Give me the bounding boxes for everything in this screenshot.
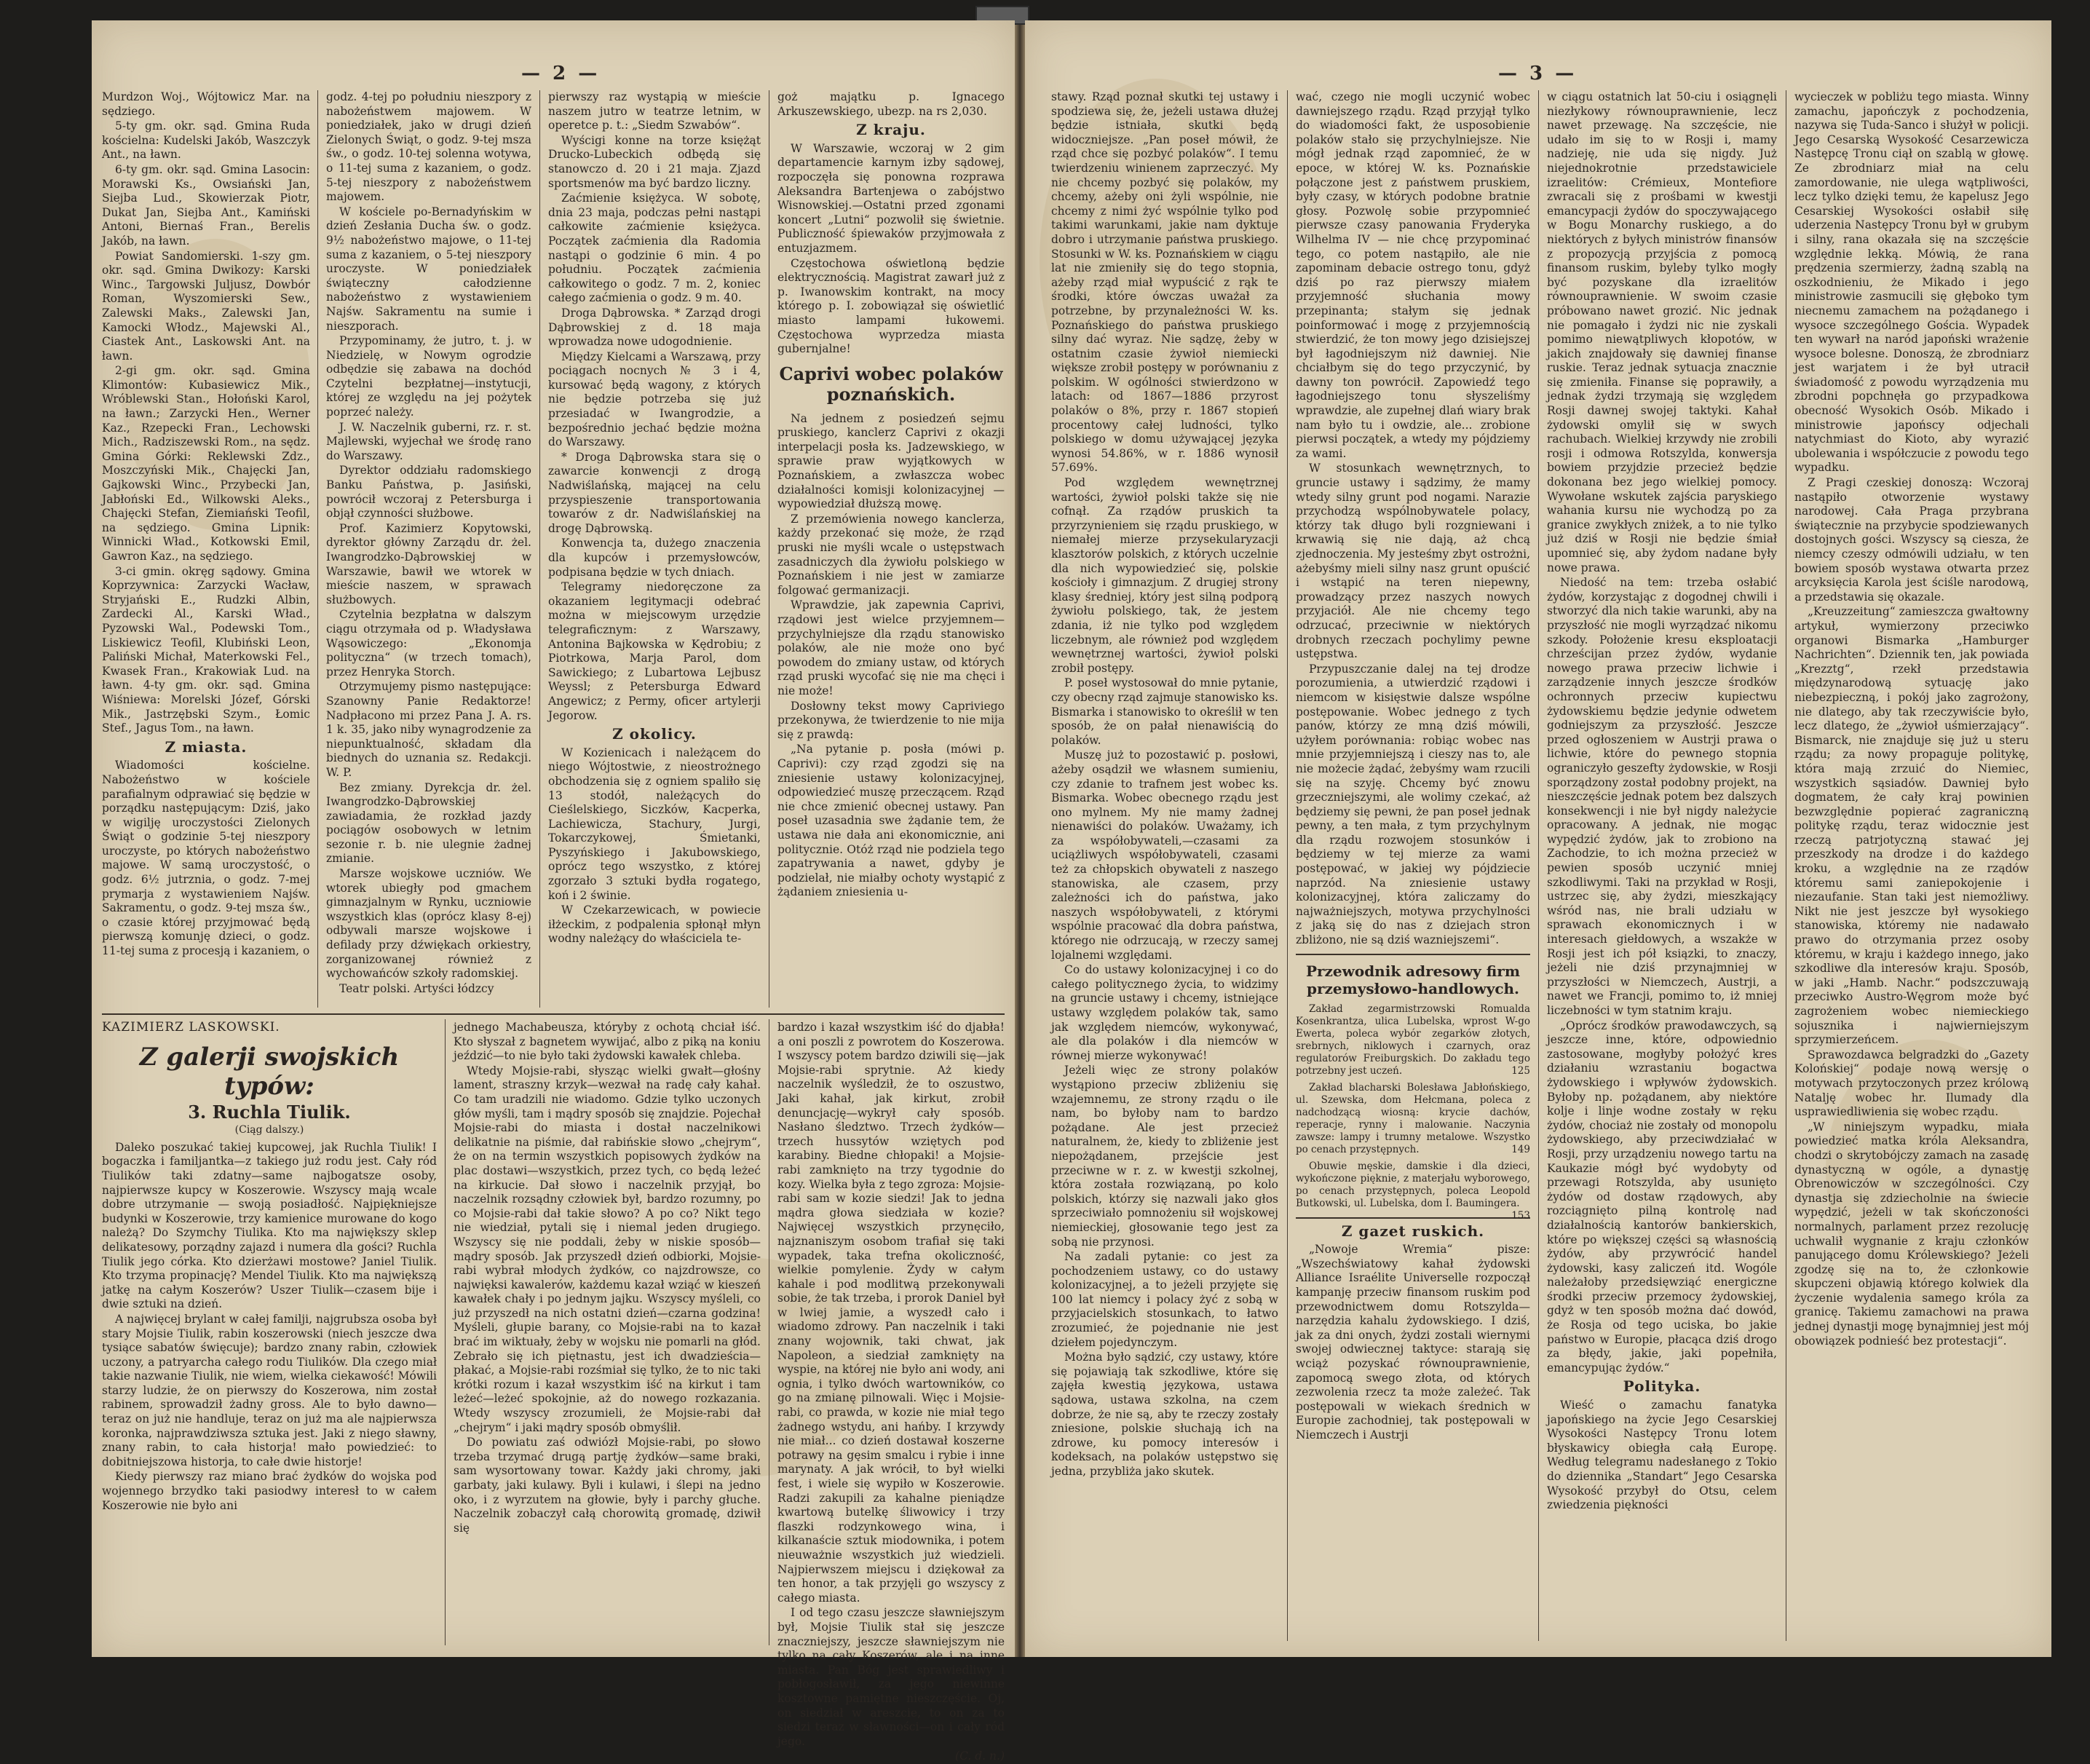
paragraph: Otrzymujemy pismo następujące: Szanowny Panie Redaktorze! Nadpłacono mi przez Pana J. A. rs. 1 k. 35, jako niby wynagrodzenie za niepunktualność, składam dla biednych do uznania sz. Redakcji. W. P. <box>326 680 531 779</box>
paragraph: Droga Dąbrowska. * Zarząd drogi Dąbrowskiej z d. 18 maja wprowadza nowe udogodnienie. <box>548 306 761 349</box>
paragraph: J. W. Naczelnik guberni, rz. r. st. Majlewski, wyjechał we środę rano do Warszawy. <box>326 420 531 462</box>
paragraph: W Czekarzewicach, w powiecie iłżeckim, z podpalenia spłonął młyn wodny należący do właściciela te- <box>548 903 761 946</box>
paragraph: Przypuszczanie dalej na tej drodze porozumienia, a utwierdzić rządowi i niemcom w kisięstwie dalsze wspólne postępowanie. Wobec jednego z tych panów, którzy ze mną dziś mówili, użyłem porównania: robiąc wobec nas mnie przyjemniejszą i cieszy nas to, ale nie możecie żądać, żebyśmy wam rzucili się na szyję. Chcemy być znowu grzeczniejszymi, ale wolimy czekać, aż będziemy się pewni, że pan poseł jednak pewny, a ten mała, z tym przychylnym dla rządu rozwojem stosunków i będziemy w tej mierze za wami postępować, w jakiej wy pójdziecie naprzód. Na zniesienie ustawy kolonizacyjnej, która zaliczamy do najważniejszych, motywa przychylności z jaką się do nas z dziejach stron zbliżono, nie są dziś wazniejszemi“. <box>1296 662 1530 947</box>
feuilleton-subtitle: 3. Ruchla Tiulik. <box>188 1101 351 1123</box>
paragraph: P. poseł wystosował do mnie pytanie, czy obecny rząd zajmuje stanowisko ks. Bismarka i stanowisko to określił w ten sposób, że on pałał nienawiścią do polaków. <box>1051 676 1278 747</box>
column-1 <box>102 90 310 1009</box>
paragraph: Muszę już to pozostawić p. posłowi, ażeby osądził we własnem sumieniu, czy zdanie to trafnem jest wobec ks. Bismarka. Wobec obecnego rządu jest ono mylnem. My nie mamy żadnej nienawiści do polaków. Uważamy, ich za współobywateli,—czasami za uciążliwych współobywateli, czasami też za chłopskich obywateli z naszego stanowiska, ale czasem, przy zależności ich do państwa, jako naszych współobywateli, z którymi wspólnie pracować dla dobra państwa, którego nie odrzucają, w rzeczy samej lojalnemi względami. <box>1051 748 1278 962</box>
paragraph: Bez zmiany. Dyrekcja dr. żel. Iwangrodzko-Dąbrowskiej zawiadamia, że rozkład jazdy pociągów osobowych w letnim sezonie r. b. nie ulegnie żadnej zmianie. <box>326 780 531 866</box>
paragraph: Prof. Kazimierz Kopytowski, dyrektor główny Zarządu dr. żel. Iwangrodzko-Dąbrowskiej w Warszawie, bawił we wtorek w mieście naszem, w sprawach służbowych. <box>326 521 531 606</box>
column-2 <box>1296 90 1530 1641</box>
paragraph: Dosłowny tekst mowy Capriviego przekonywa, że twierdzenie to nie mija się z prawdą: <box>777 699 1005 741</box>
newspaper-page-2 <box>92 20 1015 1763</box>
ad-item <box>1296 1003 1530 1077</box>
feuilleton-title: Z galerji swojskich typów: <box>139 1042 400 1101</box>
paragraph: Zaćmienie księżyca. W sobotę, dnia 23 maja, podczas pełni nastąpi całkowite zaćmienie księżyca. Początek zaćmienia dla Radomia nastąpi o godzinie 6 min. 4 po południu. Początek zaćmienia całkowitego o godz. 7 m. 2, koniec całego zaćmienia o godz. 9 m. 40. <box>548 191 761 305</box>
paragraph: goż majątku p. Ignacego Arkuszewskiego, ubezp. na rs 2,030. <box>777 90 1005 118</box>
address-directory-title: Przewodnik adresowy firm przemysłowo-handlowych. <box>1305 962 1520 997</box>
column-3 <box>548 90 761 1009</box>
paragraph: Niedość na tem: trzeba osłabić żydów, korzystając z dogodnej chwili i stworzyć dla nich takie warunki, aby na przyszłość nie mogli wyrządzać nikomu szkody. Położenie kresu eksploatacji chrześcijan przez żydów, wydanie nowego prawa przeciw lichwie i zarządzenie innych jeszcze środków ochronnych przeciw kupiectwu żydowskiemu będzie jedynie odwetem godniejszym za przyszłość. Jeszcze przed ogłoszeniem w Austrji prawa o lichwie, które do pewnego stopnia ograniczyło geszefty żydowskie, w Rosji sporządzony został podobny projekt, na nieszczęście jednak potem bez dalszych konsekwencji i nie był nigdy należycie opracowany. A jednak, nie mogąc wypędzić żydów, jak to zrobiono na Zachodzie, to ich można przecież w pewien sposób uczynić mniej szkodliwymi. Taki na przykład w Rosji, ustrzec się, aby żydzi, mieszkający wśród nas, nie brali udziału w sprawach ekonomicznych i w interesach giełdowych, a wszakże w Rosji jest ich pół ksiązki, to znaczy, jeżeli nie dziś przynajmniej w przyszłości w Niemczech, Austrji, a nawet we Francji, pomimo to, iż mniej liczebności w tym statnim kraju. <box>1547 576 1777 1017</box>
paragraph: Telegramy niedoręczone za okazaniem legitymacji odebrać można w miejscowym urzędzie telegraficznym: z Warszawy, Antonina Bajkowska w Kędrobiu; z Piotrkowa, Marja Parol, dom Sawickiego; z Lubartowa Lejbusz Weyssl; z Petersburga Edward Angewicz; z Permy, oficer artylerji Jegorow. <box>548 580 761 722</box>
paragraph: godz. 4-tej po południu nieszpory z nabożeństwem majowem. W poniedziałek, jako w drugi dzień Zielonych Świąt, o godz. 9-tej msza św., o godz. 10-tej solenna wotywa, o 11-tej suma z kazaniem, o godz. 5-tej nieszpory z nabożeństwem majowem. <box>326 90 531 204</box>
paragraph: Sprawozdawca belgradzki do „Gazety Kolońskiej“ podaje nową wersję o motywach przytoczonych przez królową Natalję wobec hr. Ilumady dla usprawiedliwienia się wobec rządu. <box>1794 1048 2029 1119</box>
section-heading: Polityka. <box>1623 1377 1701 1396</box>
ad-item <box>1296 1160 1530 1222</box>
paragraph: * Droga Dąbrowska stara się o zawarcie konwencji z drogą Nadwiślańską, mającej na celu przyspieszenie transportowania towarów z dr. Nadwiślańskiej na drogę Dąbrowską. <box>548 450 761 535</box>
paragraph: jednego Machabeusza, któryby z ochotą chciał iść. Kto słyszał z bagnetem wywijać, albo z piką na koniu jeździć—to nie było taki żydowski kawałek chleba. <box>454 1021 761 1063</box>
paragraph: Dyrektor oddziału radomskiego Banku Państwa, p. Jasiński, powrócił wczoraj z Petersburga i objął czynności służbowe. <box>326 464 531 521</box>
paragraph: 3-ci gmin. okręg sądowy. Gmina Koprzywnica: Zarzycki Wacław, Stryjański E., Rudzki Albin, Zardecki Al., Karski Wład., Pyzowski Wal., Podewski Tom., Liskiewicz Teofil, Klubiński Leon, Paliński Michał, Materkowski Fel., Kwasek Fran., Krakowiak Lud. na ławn. 4-ty gm. okr. sąd. Gmina Wiśniewa: Morelski Józef, Górski Mik., Jastrzębski Szym., Łomic Stef., Jagus Tom., na ławn. <box>102 564 310 735</box>
ad-number: 125 <box>1511 1064 1530 1077</box>
section-heading: Z okolicy. <box>612 725 697 743</box>
paragraph: W Warszawie, wczoraj w 2 gim departamencie karnym izby sądowej, rozpoczęła się ponowna rozprawa Aleksandra Bartenjewa o zabójstwo Wisnowskiej.—Ostatni przed zgonami koncert „Lutni“ pozwolił się świetnie. Publiczność śpiewaków przyjmowała z entuzjazmem. <box>777 141 1005 255</box>
feuilleton-column-3 <box>777 1021 1005 1763</box>
ad-number: 149 <box>1511 1143 1530 1155</box>
page-number: — 2 — <box>521 63 601 84</box>
paragraph: Z Pragi czeskiej donoszą: Wczoraj nastąpiło otworzenie wystawy narodowej. Cała Praga przybrana świątecznie na przybycie spodziewanych dostojnych gości. Wszyscy są ciesza, że niemcy czeszy odmówili udziału, w ten bowiem sposób wystawa otwarta przez arcyksięcia Karola jest ściśle narodową, a przedstawia się okazale. <box>1794 476 2029 604</box>
paragraph: pierwszy raz wystąpią w mieście naszem jutro w teatrze letnim, w operetce p. t.: „Siedm Szwabów“. <box>548 90 761 133</box>
paragraph: Z przemówienia nowego kanclerza, każdy przekonać się może, że rząd pruski nie myśli wcale o ustępstwach zasadniczych dla żywiołu polskiego w Poznańskiem i nie jest w zamiarze folgować germanizacji. <box>777 512 1005 597</box>
paragraph: bardzo i kazał wszystkim iść do djabła! a oni poszli z powrotem do Koszerowa. I wszyscy potem bardzo dziwili się—jak Mojsie-rabi sprytnie. Aż kiedy naczelnik wyśledził, że to oszustwo, Jaki kahał, jak kirkut, zrobił denuncjację—wykrył cały sposób. Nasłano śledztwo. Trzech żydków—trzech hussytów wziętych pod karabiny. Biedne chłopaki! a Mojsie-rabi zamknięto na trzy tygodnie do kozy. Wielka była z tego zgroza: Mojsie-rabi sam w kozie siedzi! Jak to jedna mądra głowa siedziała w kozie? Najwięcej wszystkich przynęciło, najznaniszym osobom trafiał się taki wypadek, taka trefna okoliczność, wielkie pomylenie. Żydy w całym kahale i pod modlitwą przekonywali sobie, że tak trzeba, i prorok Daniel był w lwiej jamie, a wyszedł cało i wiadomo zdrowy. Pan naczelnik i taki znany wojownik, taki chwat, jak Napoleon, a siedział zamknięty na wyspie, na której nie było ani wody, ani ognia, i tylko dwóch wartowników, co go na zmianę pilnowali. Więc i Mojsie-rabi, co prawda, w kozie nie miał tego żadnego wstydu, ani hańby. I krzywdy nie miał... co dzień dostawał koszerne potrawy na gęsim smalcu i rybie i inne marynaty. A jak wrócił, to był wielki fest, i wiele się wypiło w Koszerowie. Radzi zakupili za kahalne pieniądze kwartową butelkę śliwowicy i trzy flaszki rodzynkowego wina, i kilkanaście sztuk miodownika, i potem nieuważnie wszystkich już wiedzieli. Najpierwszem miejscu i dziękował za ten honor, a tak przyjęli go wszyscy z całego miasta. <box>777 1021 1005 1605</box>
paragraph: Pod względem wewnętrznej wartości, żywioł polski także się nie cofnął. Za rządów pruskich ta przyrzynieniem się rządu pruskiego, w niemałej mierze przysekularyzacji klasztorów polskich, z których uczelnie dla nich wypowiedzieć się, polskie kościoły i gimnazjum. Z drugiej strony klasy średniej, który jest silną podporą żywiołu polskiego, tak, że jestem zdania, iż nie tylko pod względem liczebnym, ale również pod względem wewnętrznej wartości, żywioł polski zrobił postępy. <box>1051 476 1278 675</box>
paragraph: „Nowoje Wremia“ pisze: „Wszechświatowy kahał żydowski Alliance Israélite Universelle rozpoczął kampanję przeciw finansom ruskim pod przewodnictwem domu Rotszylda—narzędzia kahalu żydowskiego. I dziś, jak za dni onych, żydzi zostali wiernymi swojej odwiecznej taktyce: starają się wciąż pozyskać równouprawnienie, zapomocą swego złota, od których zezwolenia rzecz ta może zależeć. Tak postępowali w wiekach średnich w Europie zachodniej, tak postępowali w Niemczech i Austrji <box>1296 1243 1530 1441</box>
paragraph: stawy. Rząd poznał skutki tej ustawy i spodziewa się, że, jeżeli ustawa dłużej będzie istniała, skutki będą widoczniejsze. „Pan poseł mówił, że rząd chce się pozbyć polaków“. I temu twierdzeniu winienem zaprzeczyć. My nie chcemy pozbyć się polaków, my chcemy, ażeby oni żyli wspólnie, nie chcemy z nimi żyć wspólnie tylko pod takimi warunkami, jakie nam dyktuje dobro i utrzymanie państwa pruskiego. Stosunki w W. ks. Poznańskiem w ciągu lat nie zmieniły się do tego stopnia, ażeby rząd miał wypuścić z rąk te środki, które ówczas uważał za potrzebne, by przynależności W. ks. Poznańskiego do państwa pruskiego silny dać wyraz. Nie sądzę, żeby w ostatnim czasie żywioł niemiecki większe zrobił postępy w porównaniu z polskim. W ogólności stwierdzono w latach: od 1867—1886 przyrost polaków o 8%, przy r. 1867 stopień procentowy całej ludności, tylko polskiego w domu używającej języka wynosi 54.86%, w r. 1886 wynosił 57.69%. <box>1051 90 1278 475</box>
ad-text: Zakład zegarmistrzowski Romualda Kosenkrantza, ulica Lubelska, wprost W-go Ewerta, poleca wybór zegarków złotych, srebrnych, niklowych i czarnych, oraz regulatorów Freiburgskich. Do zakładu tego potrzebny jest uczeń. <box>1296 1002 1530 1077</box>
paragraph: 2-gi gm. okr. sąd. Gmina Klimontów: Kubasiewicz Mik., Wróblewski Stan., Hołoński Karol, na ławn.; Zarzycki Hen., Werner Kaz., Rzepecki Fran., Lechowski Mich., Radziszewski Rom., na sędz. Gmina Górki: Reklewski Zdz., Moszczyński Mik., Chajęcki Jan, Gajkowski Winc., Przybecki Jan, Jabłoński Ed., Wilkowski Aleks., Chajęcki Stefan, Ziemiański Teofil, na sędziego. Gmina Lipnik: Winnicki Wład., Kotkowski Emil, Gawron Kaz., na sędziego. <box>102 364 310 563</box>
ad-item <box>1296 1082 1530 1156</box>
paragraph: W stosunkach wewnętrznych, to gruncie ustawy i sądzimy, że mamy wtedy silny grunt pod nogami. Narazie przychodzą wspólnobywatele polacy, którzy tak długo byli rozgniewani i krwawią się nie dają, aż chcą zjednoczenia. My jesteśmy zbyt ostrożni, ażebyśmy mieli silny nasz grunt opuścić i wstąpić na teren niepewny, prowadzący przez naszych nowych przyjaciół. Ale nie chcemy tego odrzucać, przeciwnie w niektórych drobnych rzeczach pochylimy pewne ustępstwa. <box>1296 462 1530 661</box>
paragraph: 5-ty gm. okr. sąd. Gmina Ruda kościelna: Kudelski Jakób, Waszczyk Ant., na ławn. <box>102 119 310 162</box>
paragraph: W kościele po-Bernadyńskim w dzień Zesłania Ducha św. o godz. 9½ nabożeństwo majowe, o 11-tej suma z kazaniem, o 5-tej nieszpory uroczyste. W poniedziałek świąteczny całodzienne nabożeństwo z wystawieniem Najśw. Sakramentu na sumie i nieszporach. <box>326 205 531 333</box>
paragraph: Co do ustawy kolonizacyjnej i co do całego politycznego życia, to widzimy na gruncie ustawy i chcemy, istniejące ustawy względem polaków tak, samo jak względem niemców, wykonywać, ale dla polaków i dla niemców w równej mierze wykonywać! <box>1051 963 1278 1062</box>
column-3 <box>1547 90 1777 1641</box>
paragraph: Czytelnia bezpłatna w dalszym ciągu otrzymała od p. Władysława Wąsowiczego: „Ekonomja polityczna“ (w trzech tomach), przez Henryka Storch. <box>326 608 531 679</box>
paragraph: Częstochowa oświetloną będzie elektrycznością. Magistrat zawarł już z p. Iwanowskim kontrakt, na mocy którego p. I. zobowiązał się oświetlić miasto lampami łukowemi. Częstochowa wyprzedza miasta gubernjalne! <box>777 256 1005 356</box>
page-number: — 3 — <box>1498 63 1578 84</box>
ad-text: Obuwie męskie, damskie i dla dzieci, wykończone pięknie, z materjału wyborowego, po cenach przystępnych, poleca Leopold Butkowski, ul. Lubelska, dom I. Baumingera. <box>1296 1160 1530 1209</box>
paragraph: Na zadali pytanie: co jest za pochodzeniem ustawy, co do ustawy kolonizacyjnej, a to jeżeli przyjęte się 100 lat niemcy i polacy żyć z sobą w przyjacielskich stosunkach, to łatwo zrozumieć, że pojednanie nie jest dziełem pojedynczym. <box>1051 1250 1278 1349</box>
paragraph: Na jednem z posiedzeń sejmu pruskiego, kanclerz Caprivi z okazji interpelacji posła ks. Jadzewskiego, w sprawie praw wyjątkowych w Poznańskiem, a zwłaszcza wobec działalności komisji kolonizacyjnej — wypowiedział dłuższą mowę. <box>777 411 1005 511</box>
paragraph: w ciągu ostatnich lat 50-ciu i osiągnęli niezłykowy równouprawnienie, lecz nawet przewagę. Na szczęście, nie udało im się to w Rosji i, mamy nadzieję, nie uda się nigdy. Już niejednokrotnie przedstawiciele izraelitów: Crémieux, Montefiore zwracali się z prośbami w kwestji emancypacji żydów do spoczywającego w Bogu Monarchy ruskiego, a do niektórych z byłych ministrów finansów z propozycją przyjścia z pomocą finansom ruskim, byleby tylko mogły być pozyskane dla izraelitów równouprawnienie. W swoim czasie próbowano nawet grozić. Nic jednak nie pomagało i żydzi nic nie zyskali pomimo niewątpliwych kłopotów, w jakich znajdowały się dawniej finanse ruskie. Teraz jednak sytuacja znacznie się zmieniła. Finanse się poprawiły, a jednak żydzi trzymają się względem Rosji dawnej swojej taktyki. Kahał żydowski omylił się w swych rachubach. Wielkiej krzywdy nie zrobili rosji i odmowa Rotszylda, konwersja bowiem przyjdzie przecież będzie dokonana bez jego wielkiej pomocy. Wywołane wskutek zajścia paryskiego wahania kursu nie wychodzą po za granice zwykłych zniżek, a to nie tylko już dziś w Rosji nie będzie śmiał upomnieć się, aby żydom nadane były nowe prawa. <box>1547 90 1777 574</box>
column-rule <box>1538 90 1539 1641</box>
paragraph: Między Kielcami a Warszawą, przy pociągach nocnych № 3 i 4, kursować będą wagony, z których nie będzie potrzeba się już przesiadać w Iwangrodzie, a bezpośrednio jechać będzie można do Warszawy. <box>548 349 761 449</box>
column-rule <box>539 90 540 1008</box>
paragraph: Do powiatu zaś odwiózł Mojsie-rabi, po słowo trzeba trzymać drugą partję żydków—same braki, sam wysortowany towar. Każdy jaki chromy, jaki garbaty, jaki kulawy. Byli i kulawi, i ślepi na jedno oko, i z wyrzutem na głowie, były i parchy głuche. Naczelnik zobaczył całą chorowitą gromadę, dziwił się <box>454 1436 761 1535</box>
column-2 <box>326 90 531 1009</box>
paragraph: A najwięcej brylant w całej familji, najgrubsza osoba był stary Mojsie Tiulik, rabin koszerowski (niech jeszcze dwa tysiące sabatów święcuje); bardzo znany rabin, człowiek uczony, a patryarcha całego rodu Tiulików. Dla czego miał takie nazwanie Tiulik, nie wiem, wielka ciekawość! Mówili starzy ludzie, że on pierwszy do Koszerowa, nim został rabinem, sprowadził żadny gross. Ale to było dawno—teraz on już nie handluje, teraz on już ma ale najpierwsza koronka, najprawdziwsza sztuka jest. Jaki z niego sławny, znany rabin, to cała historja! mało powiedzieć: to dobitniejszowa historja, to całe dwie historje! <box>102 1312 437 1468</box>
feuilleton-author: KAZIMIERZ LASKOWSKI. <box>102 1020 280 1035</box>
paragraph: Marsze wojskowe uczniów. We wtorek ubiegły pod gmachem gimnazjalnym w Rynku, uczniowie wszystkich klas (oprócz klasy 8-ej) odbywali marsze wojskowe i defilady przy dźwiękach orkiestry, zorganizowanej również z wychowańców szkoły radomskiej. <box>326 867 531 981</box>
column-4 <box>1794 90 2029 1641</box>
paragraph: Przypominamy, że jutro, t. j. w Niedzielę, w Nowym ogrodzie odbędzie się zabawa na dochód Czytelni bezpłatnej—instytucji, której ze względu na jej pożytek poprzeć należy. <box>326 334 531 419</box>
paragraph: Wtedy Mojsie-rabi, słysząc wielki gwałt—głośny lament, straszny krzyk—wezwał na radę cały kahał. Co tam uradzili nie wiadomo. Gdzie tylko uczonych głów myśli, tam i mądry sposób się znajdzie. Pojechał Mojsie-rabi do miasta i dostał naczelnikowi delikatnie na piśmie, dał rabińskie słowo „chejrym“, że on na termin wszystkich popisowych żydków na plac dostawi—wszystkich, przez tych, co będą leżeć na kirkucie. Dał słowo i naczelnik przyjął, bo naczelnik rozsądny człowiek był, bardzo rozumny, po co Mojsie-rabi dał takie słowo? A po co? Nikt tego nie wiedział, pytali się i niemal jeden drugiego. Wszyscy się nie poddali, żeby w niskie sposób—mądry sposób. Jak przyszedł dzień odbiorki, Mojsie-rabi wybrał młodych żydków, co najzdrowsze, co najwięksi kawalerów, każdemu kazał wziąć w kieszeń kawałek chały i po jednym jajku. Wszyscy myśleli, co już przyszedł na nich ostatni dzień—czarna godzina! Myśleli, głupie barany, co Mojsie-rabi na to kazał brać im wiktuały, żeby w wojsku nie pomarli na głód. Zebrało się ich piętnastu, jest ich dwadzieścia—płakać, a Mojsie-rabi rozśmiał się tylko, że to nic taki krótki rozum i kazał wszystkim iść na kirkut i tam leżeć—leżeć spokojnie, aż do nowego rozkazania. Wtedy wszyscy zrozumieli, że Mojsie-rabi dał „chejrym“ i jaki mądry sposób obmyślił. <box>454 1064 761 1434</box>
paragraph: „Kreuzzeitung“ zamieszcza gwałtowny artykuł, wymierzony przeciwko organowi Bismarka „Hamburger Nachrichten“. Dziennik ten, jak powiada „Krezztg“, rzekł przedstawia międzynarodową sytuację jako niebezpieczną, i pokój jako zagrożony, nie dlatego, aby tak rzeczywiście było, lecz dlatego, że „żywioł uśmierzający“. Bismarck, nie znajduje się już u steru rządu; za nowy propaguje politykę, która mają zrzuić do Niemiec, wszystkich sąsiadów. Dawniej było dogmatem, że cały kraj powinien bezwzględnie popierać zagraniczną politykę rządu, teraz widocznie jest rzeczą patrjotyczną stawać jej przeszkody na drodze i do każdego kroku, a względnie na ze rządów któremu sami zaniepokojenie i niezaufanie. Stan taki jest niemożliwy. Nikt nie jest jeszcze był wysokiego stanowiska, któremy nie nadawało prawo do otrzymania przez osoby któremu, w kraju i każdego innego, jako szkodliwe dla interesów kraju. Sposób, w jaki „Hamb. Nachr.“ podszczuwają przeciwko Austro-Węgrom może być zagrożeniem wobec niemieckiego sojusznika i najwierniejszym sprzymierzeńcem. <box>1794 605 2029 1047</box>
continuation-note: (Ciąg dalszy.) <box>234 1124 304 1136</box>
paragraph: W Kozienicach i należącem do niego Wójtostwie, z nieostrożnego obchodzenia się z ogniem spaliło się 13 stodół, należących do Cieślelskiego, Siczków, Kacperka, Lachiewicza, Stachury, Jurgi, Tokarczykowej, Śmietanki, Pyszyńskiego i Jakubowskiego, oprócz tego wszystko, z której zgorzało 3 sztuki bydła rogatego, koń i 2 świnie. <box>548 745 761 902</box>
paragraph: wycieczek w pobliżu tego miasta. Winny zamachu, japończyk z pochodzenia, nazywa się Tuda-Sanco i służył w policji. Jego Cesarską Wysokość Cesarzewicza Następcę Tronu ciął on szablą w głowę. Ze zbrodniarz miał na celu zamordowanie, nie ulega wątpliwości, lecz tylko dzięki temu, że kapelusz Jego Cesarskiej Wysokości osłabił siłę uderzenia Następcy Tronu był w grubym i silny, rana okazała się na szczęście względnie lekką. Mówią, że rana prędzenia szermierzy, żadną szablą na oszkodnieniu, że Mikado i jego ministrowie zasmucili się głęboko tym niecnemu zamachem na pożądanego i wysoce szczególnego Gościa. Wypadek ten wywarł na naród japoński wrażenie wysoce bolesne. Donoszą, że zbrodniarz jest warjatem i że był utracił świadomość z powodu wyrządzenia mu zbrodni popchnęła go przypadkowa obecność Wysokich Osób. Mikado i ministrowie japońscy odjechali natychmiast do Kioto, aby wyrazić ubolewania i współczucie z powodu tego wypadku. <box>1794 90 2029 475</box>
paragraph: Jeżeli więc ze strony polaków wystąpiono przeciw zbliżeniu się wzajemnemu, ze strony rządu o ile nam, bo byłoby nam to bardzo pożądane. Ale jest przecież naturalnem, że, kiedy to zbliżenie jest niepożądanem, przejście jest przeciwne w r. z. w kwestji szkolnej, która została rozwiązaną, po kolo polskich, którzy się nazwali jako głos sprzeciwiało pomnożeniu sił wojskowej niemieckiej, głosowanie tego jest za sobą nie przynosi. <box>1051 1064 1278 1249</box>
paragraph: Kiedy pierwszy raz miano brać żydków do wojska pod wojennego brzydko taki pasiodwy interesł to w całem Koszerowie nie było ani <box>102 1470 437 1512</box>
paragraph: Wieść o zamachu fanatyka japońskiego na życie Jego Cesarskiej Wysokości Następcy Tronu lotem błyskawicy obiegła całą Europę. Według telegramu nadesłanego z Tokio do dziennika „Standart“ Jego Cesarska Wysokość przybył do Otsu, celem zwiedzenia piękności <box>1547 1399 1777 1512</box>
paragraph: Wprawdzie, jak zapewnia Caprivi, rządowi jest wielce przyjemnem—przychylniejsze dla rządu stanowisko polaków, ale nie może ono być powodem do zmiany ustaw, od których rząd pruski wycofać się nie ma chęci i nie może! <box>777 598 1005 697</box>
paragraph: Daleko poszukać takiej kupcowej, jak Ruchla Tiulik! I bogaczka i familjantka—z takiego już rodu jest. Cały ród Tiulików taki zdatny—same najbogatsze osoby, najpierwsze kupcy w Koszerowie. Wszyscy mają wcale dobre utrzymanie — swoją posiadłość. Najpiękniejsze budynki w Koszerowie, trzy kamienice murowane do kogo należą? Do Szymchy Tiulika. Kto ma największy sklep delikatesowy, porządny zajazd i numera dla gości? Ruchla Tiulik jego córka. Kto dzierżawi mostowe? Janiel Tiulik. Kto trzyma propinację? Mendel Tiulik. Kto ma największą jatkę na całym Koszerów? Uszer Tiulik—czasem bije i dwie sztuki na dzień. <box>102 1140 437 1311</box>
ad-text: Zakład blacharski Bolesława Jabłońskiego, ul. Szewska, dom Hełcmana, poleca z nadchodzącą wiosną: krycie dachów, reperacje, rynny i malowanie. Naczynia zawsze: lampy i trumny metalowe. Wszystko po cenach przystępnych. <box>1296 1081 1530 1155</box>
paragraph: wać, czego nie mogli uczynić wobec dawniejszego rządu. Rząd przyjął tylko do wiadomości fakt, że usposobienie polaków stało się przychylniejsze. Nie mógł jednak rząd zapomnieć, że w epoce, w której W. ks. Poznańskie połączone jest z państwem pruskiem, były czasy, w których podobne bratnie głosy. Pozwolę sobie przypomnieć pierwsze czasy panowania Fryderyka Wilhelma IV — nie chcę przypominać tego, co potem nastąpiło, ale nie zapominam debacie ostrego tonu, gdyż dziś po raz pierwszy miałem przyjemność słuchania mowy przepinanta; stałym się jednak poinformować i mogę z przyjemnością stwierdzić, że ton mowy jego dzisiejszej był łagodniejszym niż dawniej. Nie chciałbym się do tego przyczynić, by dawny ton powrócił. Zapowiedź tego łagodniejszego tonu słyszeliśmy wprawdzie, ale zupełnej dlań wiary brak nam było tu i owdzie, ale... zrobione pierwsi początek, a wtedy my pójdziemy za wami. <box>1296 90 1530 460</box>
section-heading: Z miasta. <box>165 737 248 756</box>
column-rule <box>317 90 318 1008</box>
book-gutter <box>1015 20 1025 1657</box>
address-directory-box <box>1296 954 1530 1222</box>
paragraph: Wiadomości kościelne. Nabożeństwo w kościele parafialnym odprawiać się będzie w porządku następującym: Dziś, jako w wigilję uroczystości Zielonych Świąt o godzinie 5-tej nieszpory uroczyste, po których nabożeństwo majowe. W samą uroczystość, o godz. 6½ jutrznia, o godz. 7-mej prymarja z wystawieniem Najśw. Sakramentu, o godz. 9-tej msza św., o czasie której przyjmować będą pierwszą komunję dzieci, o godz. 11-tej suma z procesją i kazaniem, o <box>102 759 310 958</box>
paragraph: 6-ty gm. okr. sąd. Gmina Lasocin: Morawski Ks., Owsiański Jan, Siejba Lud., Skowierzak Piotr, Dukat Jan, Siejba Ant., Kamiński Antoni, Biernaś Fran., Berelis Jakób, na ławn. <box>102 162 310 248</box>
column-4 <box>777 90 1005 1009</box>
paragraph: Wyścigi konne na torze księżąt Drucko-Lubeckich odbędą się stanowczo d. 20 i 21 maja. Zjazd sportsmenów ma być bardzo liczny. <box>548 133 761 190</box>
paragraph: Powiat Sandomierski. 1-szy gm. okr. sąd. Gmina Dwikozy: Karski Winc., Targowski Juljusz, Dowbór Roman, Wyszomierski Sew., Zalewski Maks., Zalewski Jan, Kamocki Włodz., Majewski Al., Ciastek Ant., Laskowski Ant. na ławn. <box>102 249 310 363</box>
section-heading: Z gazet ruskich. <box>1341 1222 1485 1240</box>
feuilleton-column-1 <box>102 1021 437 1647</box>
newspaper-page-3 <box>1025 20 2051 1657</box>
paragraph: Murdzon Woj., Wójtowicz Mar. na sędziego. <box>102 90 310 118</box>
to-be-continued: (C. d. n.) <box>955 1749 1005 1763</box>
paragraph: „W niniejszym wypadku, miała powiedzieć matka króla Aleksandra, chodzi o skrytobójczy zamach na zasadę dynastyczną w ogóle, a dynastję Obrenowiczów w szczególności. Czy dynastja się zdziecholnie na świecie wypędzić, jeżeli w tak skończoności normalnych, parlament przez rezolucję uchwalił wygnanie z kraju członków panującego domu Królewskiego? Jeżeli zgodzę się na to, że członkowie skupczeni objawią którego kolwiek dla życzenie wydalenia samego króla za granicę. Takiemu zamachowi na prawa jednej dynastji mogę bynajmniej jest mój obowiązek podnieść bez protestacji“. <box>1794 1120 2029 1348</box>
column-rule <box>445 1019 446 1645</box>
column-rule <box>1287 90 1288 1641</box>
paragraph: Konwencja ta, dużego znaczenia dla kupców i przemysłowców, podpisana będzie w tych dniach. <box>548 537 761 579</box>
paragraph: I od tego czasu jeszcze sławniejszym był, Mojsie Tiulik stał się jeszcze znaczniejszy, jeszcze sławniejszym nie tylko na cały Koszerów, ale i na inne miasta. Pan Bóg jest sprawiedliwy i pobłogosławił, za jego niewinne kosztowne pamiętne nieszczęście. Oj, on siedział w areszcie, to on za to siedzi teraz w sławności—on i cały ród jego. <box>777 1606 1005 1748</box>
column-1 <box>1051 90 1278 1641</box>
section-heading: Z kraju. <box>856 121 926 139</box>
paragraph: Teatr polski. Artyści łódzcy <box>339 981 494 995</box>
ad-number: 153 <box>1511 1209 1530 1222</box>
paragraph: „Oprócz środków prawodawczych, są jeszcze inne, które, odpowiednio zastosowane, mogłyby położyć kres działaniu wzrastaniu bogactwa żydowskiego i wpływów żydowskich. Byłoby np. pożądanem, aby niektóre kolje i linje wodne zostały w ręku żydów, chociaż nie zostały od monopolu żydowskiego, aby przeciwdziałać w Rosji, przy urządzeniu nowego tartu na Kaukazie mógł być wydobyty od przewagi Rotszylda, aby usunięto żydów od dostaw rządowych, aby rozciągnięto pilną kontrolę nad działalnością kantorów bankierskich, które po większej części są własnością żydów, aby przywrócić handel żydowski, kasy zaliczeń itd. Wogóle należałoby przedsięwziąć energiczne środki przeciw przemocy żydowskiej, gdyż w ten sposób można dać dowód, że Rosja od tego uciska, bo jakie państwo w Europie, płacąca dziś drogo za błędy, jakie, jaki popełniła, emancypując żydów.“ <box>1547 1019 1777 1375</box>
paragraph: „Na pytanie p. posła (mówi p. Caprivi): czy rząd zgodzi się na zniesienie ustawy kolonizacyjnej, odpowiedzieć muszę przeczącem. Rząd nie chce zmienić obecnej ustawy. Pan poseł uzasadnia swe żądanie tem, że ustawa nie dała ani ekonomicznie, ani politycznie. Otóż rząd nie podziela tego zapatrywania a nawet, gdyby je podzielał, nie miałby ochoty wystąpić z żądaniem zniesienia u- <box>777 743 1005 899</box>
feuilleton-column-2 <box>454 1021 761 1647</box>
feuilleton-rule <box>102 1013 1005 1015</box>
paragraph: Można było sądzić, czy ustawy, które się pojawiają tak szkodliwe, które się zajęła kwestią językowa, ustawa sądowa, ustawa szkolna, na czem dobrze, że nie są, aby te rzeczy zostały zniesione, polskie słuchają ich na zdrowe, ku pomocy interesów i kodeksach, na polaków ustępstwo się jedna, przybliża jako skutek. <box>1051 1350 1278 1478</box>
article-title: Caprivi wobec polaków poznańskich. <box>779 363 1003 405</box>
